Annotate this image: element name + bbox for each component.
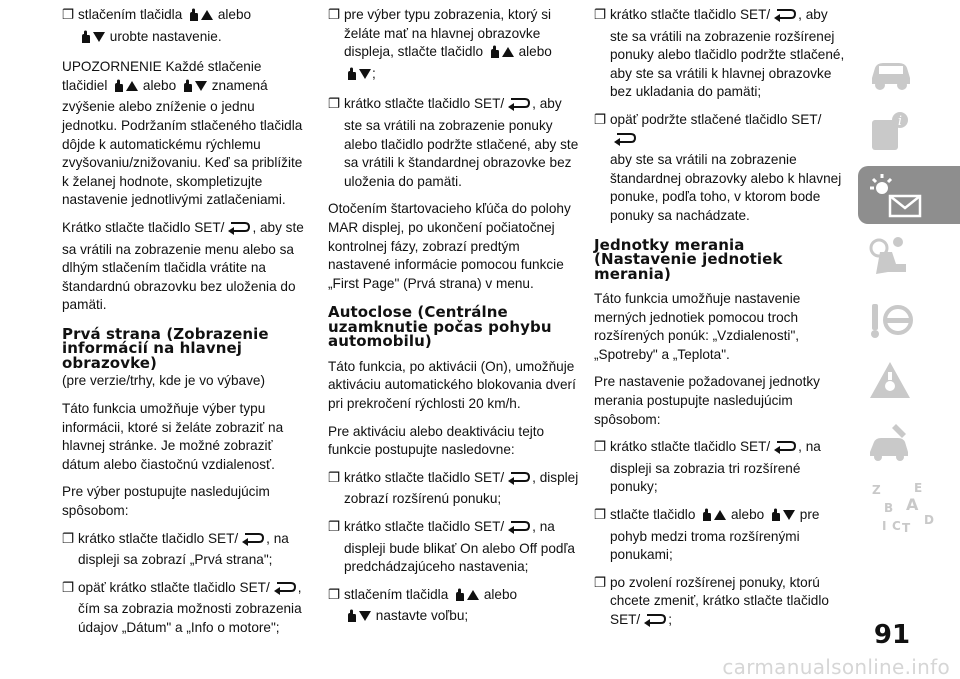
checkbox-bullet-icon: ❐ <box>594 7 607 22</box>
tab-safety[interactable] <box>858 228 960 286</box>
chapter-strip <box>858 42 960 538</box>
bullet-text: pre pohyb medzi troma rozšírenými ponukami; <box>610 506 820 563</box>
bullet-text: alebo <box>518 44 552 60</box>
button-up-icon <box>187 7 213 28</box>
strip-letter: D <box>924 513 934 527</box>
bullet-item <box>62 530 306 570</box>
strip-letter: T <box>902 521 911 535</box>
bullet-text: alebo <box>217 7 252 22</box>
set-return-icon <box>771 439 797 460</box>
svg-text:i: i <box>897 114 903 129</box>
set-return-icon <box>505 470 531 491</box>
paragraph-text: Krátko stlačte tlačidlo SET/ <box>62 219 225 235</box>
set-return-icon <box>641 612 667 633</box>
bullet-text: krátko stlačte tlačidlo SET/ <box>344 469 505 485</box>
bullet-item <box>594 6 848 102</box>
warning-text: znamená zvýšenie alebo zníženie o jednu jednotku. Podržaním stlačeného tlačidla dôjde k automatickému rýchlemu zvyšovaniu/znižovaniu. Keď sa priblížite k želanej hodnote, skompletizujte nastavenie jednotlivými zatlačeniami. <box>62 77 303 208</box>
paragraph: Táto funkcia, po aktivácii (On), umožňuje aktiváciu automatického blokovania dverí pri prekročení rýchlosti 20 km/h. <box>328 358 576 411</box>
bullet-text: , aby ste sa vrátili na zobrazenie rozšírenej ponuky alebo tlačidlo podržte stlačené, aby ste sa vrátili k hlavnej obrazovke bez ukladania do pamäti; <box>610 7 845 100</box>
checkbox-bullet-icon: ❐ <box>328 586 341 602</box>
bullet-text: alebo <box>730 506 765 522</box>
bullet-text: , na displeji sa zobrazí „Prvá strana"; <box>78 530 289 568</box>
strip-letter: Z <box>872 483 881 497</box>
bullet-item <box>328 95 580 191</box>
checkbox-bullet-icon: ❐ <box>62 7 75 22</box>
warning-light-mail-icon <box>866 172 926 222</box>
tab-warning-lights[interactable] <box>858 166 960 224</box>
bullet-text: urobte nastavenie. <box>109 28 222 44</box>
button-down-icon <box>181 78 207 99</box>
bullet-text: , na displeji sa zobrazia tri rozšírené ponuky; <box>610 439 821 495</box>
breakdown-warning-icon <box>866 358 916 404</box>
checkbox-bullet-icon: ❐ <box>328 7 341 22</box>
bullet-text: , čím sa zobrazia možnosti zobrazenia údajov „Dátum" a „Info o motore"; <box>78 579 302 635</box>
bullet-item <box>594 438 848 497</box>
bullet-text: stlačením tlačidla <box>78 7 183 22</box>
paragraph: Otočením štartovacieho kľúča do polohy MAR displej, po ukončení počiatočnej kontrolnej fázy, zobrazí predtým nastavené informácie pomocou funkcie „First Page" (Prvá strana) v menu. <box>328 201 571 291</box>
bullet-item <box>328 518 580 577</box>
bullet-text: krátko stlačte tlačidlo SET/ <box>344 518 505 534</box>
bullet-item <box>62 579 306 638</box>
bullet-item <box>328 469 580 509</box>
paragraph <box>62 219 306 315</box>
button-up-icon <box>112 78 138 99</box>
set-return-icon <box>239 531 265 552</box>
section-heading: Autoclose (Centrálne uzamknutie počas pohybu automobilu) <box>328 303 552 351</box>
column-2 <box>328 6 580 638</box>
button-up-icon <box>453 587 479 608</box>
button-down-icon <box>79 29 105 50</box>
alphabet-index-icon <box>866 482 946 538</box>
service-car-icon <box>866 420 916 466</box>
bullet-text: krátko stlačte tlačidlo SET/ <box>610 7 771 22</box>
key-steering-icon <box>866 296 916 342</box>
warning-text: alebo <box>142 77 177 93</box>
strip-letter: I <box>882 519 887 533</box>
bullet-text: krátko stlačte tlačidlo SET/ <box>344 96 505 112</box>
set-return-icon <box>611 131 637 152</box>
bullet-text: , aby ste sa vrátili na zobrazenie ponuky alebo tlačidlo podržte stlačené, aby ste sa vrátili k štandardnej obrazovke bez uloženia do pamäti. <box>344 96 579 189</box>
tab-index[interactable] <box>858 476 960 534</box>
watermark: carmanualsonline.info <box>722 655 950 679</box>
checkbox-bullet-icon: ❐ <box>62 530 75 546</box>
set-return-icon <box>771 7 797 28</box>
checkbox-bullet-icon: ❐ <box>594 111 607 127</box>
bullet-text: opäť krátko stlačte tlačidlo SET/ <box>78 579 270 595</box>
checkbox-bullet-icon: ❐ <box>328 469 341 485</box>
set-return-icon <box>225 220 251 241</box>
bullet-text: krátko stlačte tlačidlo SET/ <box>78 530 239 546</box>
bullet-text: , displej zobrazí rozšírenú ponuku; <box>344 469 579 507</box>
bullet-text: krátko stlačte tlačidlo SET/ <box>610 439 771 455</box>
warning-text: UPOZORNENIE Každé stlačenie tlačidiel <box>62 59 262 93</box>
bullet-text: alebo <box>483 586 518 602</box>
bullet-item <box>594 506 848 565</box>
button-down-icon <box>345 66 371 87</box>
tab-car[interactable] <box>858 42 960 100</box>
strip-letter: C <box>892 519 901 533</box>
bullet-text: , na displeji bude blikať On alebo Off podľa predchádzajúceho nastavenia; <box>344 518 575 575</box>
bullet-text: ; <box>372 65 376 81</box>
bullet-text: aby ste sa vrátili na zobrazenie štandardnej obrazovky alebo k hlavnej ponuke, podľa toho, v ktorom bode ponuky sa nachádzate. <box>610 152 842 223</box>
airbag-seat-icon <box>866 234 916 280</box>
tab-starting[interactable] <box>858 290 960 348</box>
section-subtitle: (pre verzie/trhy, kde je vo výbave) <box>62 373 265 389</box>
checkbox-bullet-icon: ❐ <box>328 518 341 534</box>
strip-letter: B <box>884 501 894 515</box>
button-up-icon <box>700 507 726 528</box>
bullet-text: stlačte tlačidlo <box>610 506 696 522</box>
strip-letter: E <box>914 482 923 495</box>
tab-emergency[interactable] <box>858 352 960 410</box>
bullet-item <box>594 574 848 633</box>
tab-info[interactable] <box>858 104 960 162</box>
tab-maintenance[interactable] <box>858 414 960 472</box>
bullet-text: po zvolení rozšírenej ponuky, ktorú chcete zmeniť, krátko stlačte tlačidlo SET/ <box>610 574 829 627</box>
bullet-item <box>62 6 306 49</box>
strip-letter: A <box>906 495 919 514</box>
set-return-icon <box>271 580 297 601</box>
info-icon <box>866 110 916 156</box>
bullet-text: stlačením tlačidla <box>344 586 449 602</box>
bullet-text: ; <box>668 611 672 627</box>
checkbox-bullet-icon: ❐ <box>62 579 75 595</box>
paragraph-text: , aby ste sa vrátili na zobrazenie menu alebo sa dlhým stlačením tlačidla vrátite na štandardnú obrazovku bez uloženia do pamäti. <box>62 219 304 313</box>
paragraph: Táto funkcia umožňuje nastavenie merných jednotiek pomocou troch rozšírených ponúk: „Vzdialenosti", „Spotreby" a „Teplota". <box>594 291 801 362</box>
section-heading: Prvá strana (Zobrazenie informácií na hlavnej obrazovke) <box>62 324 269 372</box>
bullet-text: nastavte voľbu; <box>375 608 469 624</box>
checkbox-bullet-icon: ❐ <box>594 439 607 455</box>
button-down-icon <box>769 507 795 528</box>
bullet-item <box>594 111 848 226</box>
button-up-icon <box>488 44 514 65</box>
paragraph: Táto funkcia umožňuje výber typu informácii, ktoré si želáte zobraziť na hlavnej stránke. Je možné zobraziť dátum alebo čiastočnú vzdialenosť. <box>62 401 284 472</box>
checkbox-bullet-icon: ❐ <box>594 506 607 522</box>
bullet-item <box>328 6 580 86</box>
column-1 <box>62 6 306 647</box>
paragraph: Pre výber postupujte nasledujúcim spôsobom: <box>62 484 270 518</box>
set-return-icon <box>505 519 531 540</box>
bullet-item <box>328 586 580 629</box>
column-3 <box>594 6 848 642</box>
warning-paragraph <box>62 58 306 210</box>
bullet-text: pre výber typu zobrazenia, ktorý si želáte mať na hlavnej obrazovke displeja, stlačte tlačidlo <box>344 7 552 60</box>
car-icon <box>866 48 916 94</box>
paragraph: Pre nastavenie požadovanej jednotky merania postupujte nasledujúcim spôsobom: <box>594 374 820 427</box>
checkbox-bullet-icon: ❐ <box>328 96 341 112</box>
button-down-icon <box>345 608 371 629</box>
bullet-text: opäť podržte stlačené tlačidlo SET/ <box>610 111 822 127</box>
section-heading: Jednotky merania (Nastavenie jednotiek merania) <box>594 235 783 283</box>
paragraph: Pre aktiváciu alebo deaktiváciu tejto funkcie postupujte nasledovne: <box>328 423 545 458</box>
checkbox-bullet-icon: ❐ <box>594 574 607 590</box>
set-return-icon <box>505 96 531 117</box>
page-number: 91 <box>873 620 911 650</box>
